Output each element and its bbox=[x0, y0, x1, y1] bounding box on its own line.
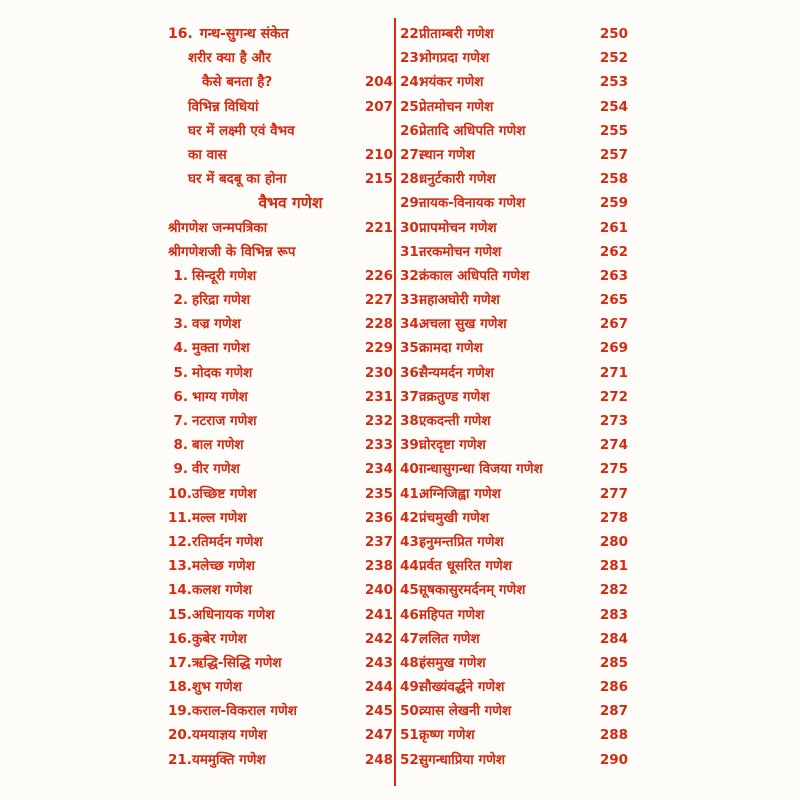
entry-number: 4. bbox=[173, 340, 188, 357]
entry-number: 33. bbox=[400, 292, 424, 309]
page-number: 282 bbox=[599, 582, 628, 599]
entry-label: अचला सुख गणेश bbox=[419, 316, 507, 333]
entry-label: वीर गणेश bbox=[192, 461, 240, 478]
page-number: 253 bbox=[599, 74, 628, 91]
entry-number: 16. bbox=[168, 630, 192, 647]
sub-entry bbox=[168, 95, 393, 119]
entry-number: 28. bbox=[400, 171, 424, 188]
page-number: 262 bbox=[599, 243, 628, 260]
contents-entry bbox=[400, 675, 628, 699]
page-number: 283 bbox=[599, 606, 628, 623]
contents-entry bbox=[168, 312, 393, 336]
contents-entry bbox=[400, 240, 628, 264]
sub-entry bbox=[168, 143, 393, 167]
right-entry-list bbox=[400, 22, 628, 772]
entry-label: मूषकासुरमर्दनम् गणेश bbox=[419, 582, 526, 599]
page-number: 285 bbox=[599, 654, 628, 671]
entry-number: 38. bbox=[400, 413, 424, 429]
contents-entry bbox=[168, 748, 393, 772]
entry-label: गन्धासुगन्धा विजया गणेश bbox=[419, 461, 543, 478]
entry-label: वक्रतुण्ड गणेश bbox=[419, 388, 490, 405]
page-number: 243 bbox=[364, 654, 393, 671]
entry-number: 15. bbox=[168, 606, 192, 623]
contents-entry bbox=[400, 264, 628, 288]
page-number: 272 bbox=[599, 388, 628, 405]
page-number: 204 bbox=[364, 74, 393, 91]
page-number: 273 bbox=[599, 413, 628, 429]
entry-number: 26. bbox=[400, 122, 424, 139]
contents-entry bbox=[400, 191, 628, 215]
entry-number: 43. bbox=[400, 533, 424, 550]
contents-entry bbox=[400, 748, 628, 772]
contents-entry bbox=[400, 699, 628, 723]
entry-number: 20. bbox=[168, 727, 192, 744]
roop-heading: श्रीगणेशजी के विभिन्न रूप bbox=[168, 243, 296, 260]
contents-entry bbox=[168, 578, 393, 602]
page-number: 280 bbox=[599, 533, 628, 550]
page-number: 245 bbox=[364, 703, 393, 720]
contents-entry bbox=[168, 361, 393, 385]
entry-number: 49. bbox=[400, 679, 424, 696]
page-number: 267 bbox=[599, 316, 628, 333]
contents-entry bbox=[400, 216, 628, 240]
entry-number: 35. bbox=[400, 340, 424, 357]
entry-label: मल्ल गणेश bbox=[192, 509, 247, 526]
entry-label: ऋद्धि-सिद्धि गणेश bbox=[192, 654, 282, 671]
page-number: 248 bbox=[364, 751, 393, 768]
entry-label: महाअघोरी गणेश bbox=[419, 292, 500, 309]
entry-label: प्रेतमोचन गणेश bbox=[419, 98, 494, 115]
entry-number: 50. bbox=[400, 703, 424, 720]
entry-number: 31. bbox=[400, 243, 424, 260]
sub-entry-label: घर में बदबू का होना bbox=[188, 171, 287, 188]
page-number: 233 bbox=[364, 437, 393, 454]
entry-label: हनुमन्तप्रित गणेश bbox=[419, 533, 504, 550]
contents-left-column bbox=[168, 22, 393, 772]
entry-label: धनुर्टकारी गणेश bbox=[419, 171, 496, 188]
entry-number: 13. bbox=[168, 558, 192, 575]
entry-number: 18. bbox=[168, 679, 192, 696]
contents-entry bbox=[400, 312, 628, 336]
entry-number: 12. bbox=[168, 533, 192, 550]
entry-label: मुक्ता गणेश bbox=[192, 340, 250, 357]
entry-number: 39. bbox=[400, 437, 424, 454]
entry-label: पर्वत धूसरित गणेश bbox=[419, 558, 512, 575]
entry-number: 11. bbox=[168, 509, 192, 526]
entry-number: 51. bbox=[400, 727, 424, 744]
contents-entry bbox=[400, 457, 628, 481]
entry-label: नायक-विनायक गणेश bbox=[419, 195, 526, 212]
entry-label: सुगन्धाप्रिया गणेश bbox=[419, 751, 506, 768]
contents-right-column bbox=[400, 22, 628, 772]
contents-entry bbox=[400, 409, 628, 433]
page-number: 277 bbox=[599, 485, 628, 502]
sub-entry-label: का वास bbox=[188, 146, 227, 163]
page-number: 278 bbox=[599, 509, 628, 526]
entry-number: 52. bbox=[400, 751, 424, 768]
entry-label: वज्र गणेश bbox=[192, 316, 241, 333]
entry-number: 3. bbox=[173, 316, 188, 333]
entry-number: 21. bbox=[168, 751, 192, 768]
sub-entry-label: कैसे बनता है? bbox=[202, 74, 273, 91]
entry-label: पीताम्बरी गणेश bbox=[419, 26, 494, 42]
entry-number: 27. bbox=[400, 146, 424, 163]
entry-number: 48. bbox=[400, 654, 424, 671]
contents-entry bbox=[400, 433, 628, 457]
entry-label: घोरदृष्टा गणेश bbox=[419, 437, 486, 454]
entry-number: 17. bbox=[168, 654, 192, 671]
contents-entry bbox=[168, 264, 393, 288]
page-number: 234 bbox=[364, 461, 393, 478]
page-number: 255 bbox=[599, 122, 628, 139]
page-number: 232 bbox=[364, 413, 393, 429]
contents-entry bbox=[400, 22, 628, 46]
entry-number: 23. bbox=[400, 50, 424, 67]
entry-number: 5. bbox=[173, 364, 188, 381]
sub-entry-label: विभिन्न विधियां bbox=[188, 98, 259, 115]
entry-label: भोगप्रदा गणेश bbox=[419, 50, 490, 67]
entry-label: कामदा गणेश bbox=[419, 340, 483, 357]
contents-entry bbox=[168, 627, 393, 651]
contents-entry bbox=[400, 46, 628, 70]
entry-number: 37. bbox=[400, 388, 424, 405]
page-number: 207 bbox=[364, 98, 393, 115]
entry-label: भयंकर गणेश bbox=[419, 74, 484, 91]
contents-entry bbox=[400, 554, 628, 578]
entry-label: सौख्यंवर्द्धने गणेश bbox=[419, 679, 505, 696]
contents-entry bbox=[168, 482, 393, 506]
page-number: 240 bbox=[364, 582, 393, 599]
page-number: 215 bbox=[364, 171, 393, 188]
page-number: 281 bbox=[599, 558, 628, 575]
entry-label: अग्निजिह्वा गणेश bbox=[419, 485, 501, 502]
left-entry-list bbox=[168, 264, 393, 772]
contents-entry bbox=[168, 288, 393, 312]
contents-entry bbox=[168, 433, 393, 457]
page-number: 236 bbox=[364, 509, 393, 526]
page-number: 221 bbox=[364, 219, 393, 236]
sub-entry bbox=[168, 119, 393, 143]
entry-number: 14. bbox=[168, 582, 192, 599]
contents-entry bbox=[168, 554, 393, 578]
entry-number: 44. bbox=[400, 558, 424, 575]
entry-label: यमयाज्ञय गणेश bbox=[192, 727, 267, 744]
entry-number: 1. bbox=[173, 267, 188, 284]
page-number: 286 bbox=[599, 679, 628, 696]
entry-number: 24. bbox=[400, 74, 424, 91]
page-number: 284 bbox=[599, 630, 628, 647]
sub-entry-label: घर में लक्ष्मी एवं वैभव bbox=[188, 122, 295, 139]
section-number: 16. bbox=[168, 26, 193, 42]
entry-label: कराल-विकराल गणेश bbox=[192, 703, 297, 720]
entry-number: 46. bbox=[400, 606, 424, 623]
page-number: 231 bbox=[364, 388, 393, 405]
entry-number: 36. bbox=[400, 364, 424, 381]
entry-number: 47. bbox=[400, 630, 424, 647]
entry-number: 30. bbox=[400, 219, 424, 236]
entry-number: 8. bbox=[173, 437, 188, 454]
entry-label: कुबेर गणेश bbox=[192, 630, 247, 647]
entry-label: व्यास लेखनी गणेश bbox=[419, 703, 512, 720]
page-number: 227 bbox=[364, 292, 393, 309]
entry-label: पापमोचन गणेश bbox=[419, 219, 497, 236]
contents-entry bbox=[168, 506, 393, 530]
contents-entry bbox=[400, 578, 628, 602]
contents-entry bbox=[400, 361, 628, 385]
entry-label: हरिद्रा गणेश bbox=[192, 292, 251, 309]
entry-label: मलेच्छ गणेश bbox=[192, 558, 255, 575]
page-number: 271 bbox=[599, 364, 628, 381]
contents-entry bbox=[400, 95, 628, 119]
entry-label: बाल गणेश bbox=[192, 437, 244, 454]
entry-label: कृष्ण गणेश bbox=[419, 727, 475, 744]
page-number: 252 bbox=[599, 50, 628, 67]
page-number: 241 bbox=[364, 606, 393, 623]
entry-number: 7. bbox=[173, 413, 188, 429]
page-number: 244 bbox=[364, 679, 393, 696]
contents-entry bbox=[400, 530, 628, 554]
entry-number: 45. bbox=[400, 582, 424, 599]
contents-entry bbox=[400, 119, 628, 143]
entry-number: 40. bbox=[400, 461, 424, 478]
contents-entry bbox=[400, 288, 628, 312]
entry-number: 32. bbox=[400, 267, 424, 284]
page-number: 229 bbox=[364, 340, 393, 357]
entry-number: 2. bbox=[173, 292, 188, 309]
contents-entry bbox=[168, 699, 393, 723]
entry-number: 9. bbox=[173, 461, 188, 478]
contents-entry bbox=[168, 675, 393, 699]
page-number: 287 bbox=[599, 703, 628, 720]
contents-entry bbox=[400, 167, 628, 191]
sub-entry-label: शरीर क्या है और bbox=[188, 50, 271, 67]
page-number: 257 bbox=[599, 146, 628, 163]
page-number: 230 bbox=[364, 364, 393, 381]
page-number: 275 bbox=[599, 461, 628, 478]
page-number: 259 bbox=[599, 195, 628, 212]
entry-label: मोदक गणेश bbox=[192, 364, 253, 381]
entry-number: 29. bbox=[400, 195, 424, 212]
sub-entry bbox=[168, 46, 393, 70]
entry-label: एकदन्ती गणेश bbox=[419, 413, 491, 429]
entry-label: महिपत गणेश bbox=[419, 606, 485, 623]
chapter-heading: वैभव गणेश bbox=[258, 194, 323, 213]
entry-label: हंसमुख गणेश bbox=[419, 654, 486, 671]
contents-entry bbox=[168, 651, 393, 675]
contents-entry bbox=[168, 530, 393, 554]
page-number: 288 bbox=[599, 727, 628, 744]
page-number: 290 bbox=[599, 751, 628, 768]
page-number: 237 bbox=[364, 533, 393, 550]
janmapatrika-entry bbox=[168, 216, 393, 240]
entry-label: प्रेतादि अधिपति गणेश bbox=[419, 122, 526, 139]
entry-label: अधिनायक गणेश bbox=[192, 606, 275, 623]
contents-entry bbox=[168, 385, 393, 409]
contents-entry bbox=[168, 409, 393, 433]
contents-entry bbox=[400, 627, 628, 651]
entry-label: भाग्य गणेश bbox=[192, 388, 248, 405]
page-number: 242 bbox=[364, 630, 393, 647]
contents-entry bbox=[400, 603, 628, 627]
contents-entry bbox=[400, 723, 628, 747]
page-number: 258 bbox=[599, 171, 628, 188]
section-title: गन्ध-सुगन्ध संकेत bbox=[199, 26, 289, 42]
contents-entry bbox=[168, 723, 393, 747]
contents-entry bbox=[168, 457, 393, 481]
contents-entry bbox=[400, 506, 628, 530]
column-divider bbox=[394, 18, 396, 786]
entry-label: सिन्दूरी गणेश bbox=[192, 267, 257, 284]
entry-number: 19. bbox=[168, 703, 192, 720]
entry-number: 22. bbox=[400, 26, 424, 42]
sub-entry bbox=[168, 70, 393, 94]
page-number: 250 bbox=[599, 26, 628, 42]
page-number: 261 bbox=[599, 219, 628, 236]
section-heading bbox=[168, 22, 393, 46]
entry-number: 25. bbox=[400, 98, 424, 115]
entry-label: कंकाल अधिपति गणेश bbox=[419, 267, 530, 284]
contents-entry bbox=[400, 70, 628, 94]
page-number: 226 bbox=[364, 267, 393, 284]
entry-number: 41. bbox=[400, 485, 424, 502]
entry-number: 10. bbox=[168, 485, 192, 502]
page-number: 254 bbox=[599, 98, 628, 115]
entry-label: रतिमर्दन गणेश bbox=[192, 533, 263, 550]
entry-label: उच्छिष्ट गणेश bbox=[192, 485, 257, 502]
contents-entry bbox=[400, 651, 628, 675]
contents-entry bbox=[168, 603, 393, 627]
page-number: 228 bbox=[364, 316, 393, 333]
page-number: 247 bbox=[364, 727, 393, 744]
sub-entry bbox=[168, 167, 393, 191]
contents-entry bbox=[400, 385, 628, 409]
entry-number: 42. bbox=[400, 509, 424, 526]
entry-number: 6. bbox=[173, 388, 188, 405]
entry-label: नटराज गणेश bbox=[192, 413, 257, 429]
entry-number: 34. bbox=[400, 316, 424, 333]
page-number: 263 bbox=[599, 267, 628, 284]
entry-label: शुभ गणेश bbox=[192, 679, 242, 696]
contents-entry bbox=[168, 336, 393, 360]
page-number: 265 bbox=[599, 292, 628, 309]
page-number: 269 bbox=[599, 340, 628, 357]
contents-entry bbox=[400, 336, 628, 360]
page-number: 210 bbox=[364, 146, 393, 163]
page-number: 235 bbox=[364, 485, 393, 502]
entry-label: पंचमुखी गणेश bbox=[419, 509, 490, 526]
contents-entry bbox=[400, 482, 628, 506]
entry-label: नरकमोचन गणेश bbox=[419, 243, 502, 260]
entry-label: श्रीगणेश जन्मपत्रिका bbox=[168, 219, 268, 236]
entry-label: स्थान गणेश bbox=[419, 146, 475, 163]
entry-label: ललित गणेश bbox=[419, 630, 480, 647]
page-number: 274 bbox=[599, 437, 628, 454]
entry-label: सैन्यमर्दन गणेश bbox=[419, 364, 494, 381]
entry-label: कलश गणेश bbox=[192, 582, 252, 599]
page-number: 238 bbox=[364, 558, 393, 575]
contents-entry bbox=[400, 143, 628, 167]
entry-label: यममुक्ति गणेश bbox=[192, 751, 266, 768]
